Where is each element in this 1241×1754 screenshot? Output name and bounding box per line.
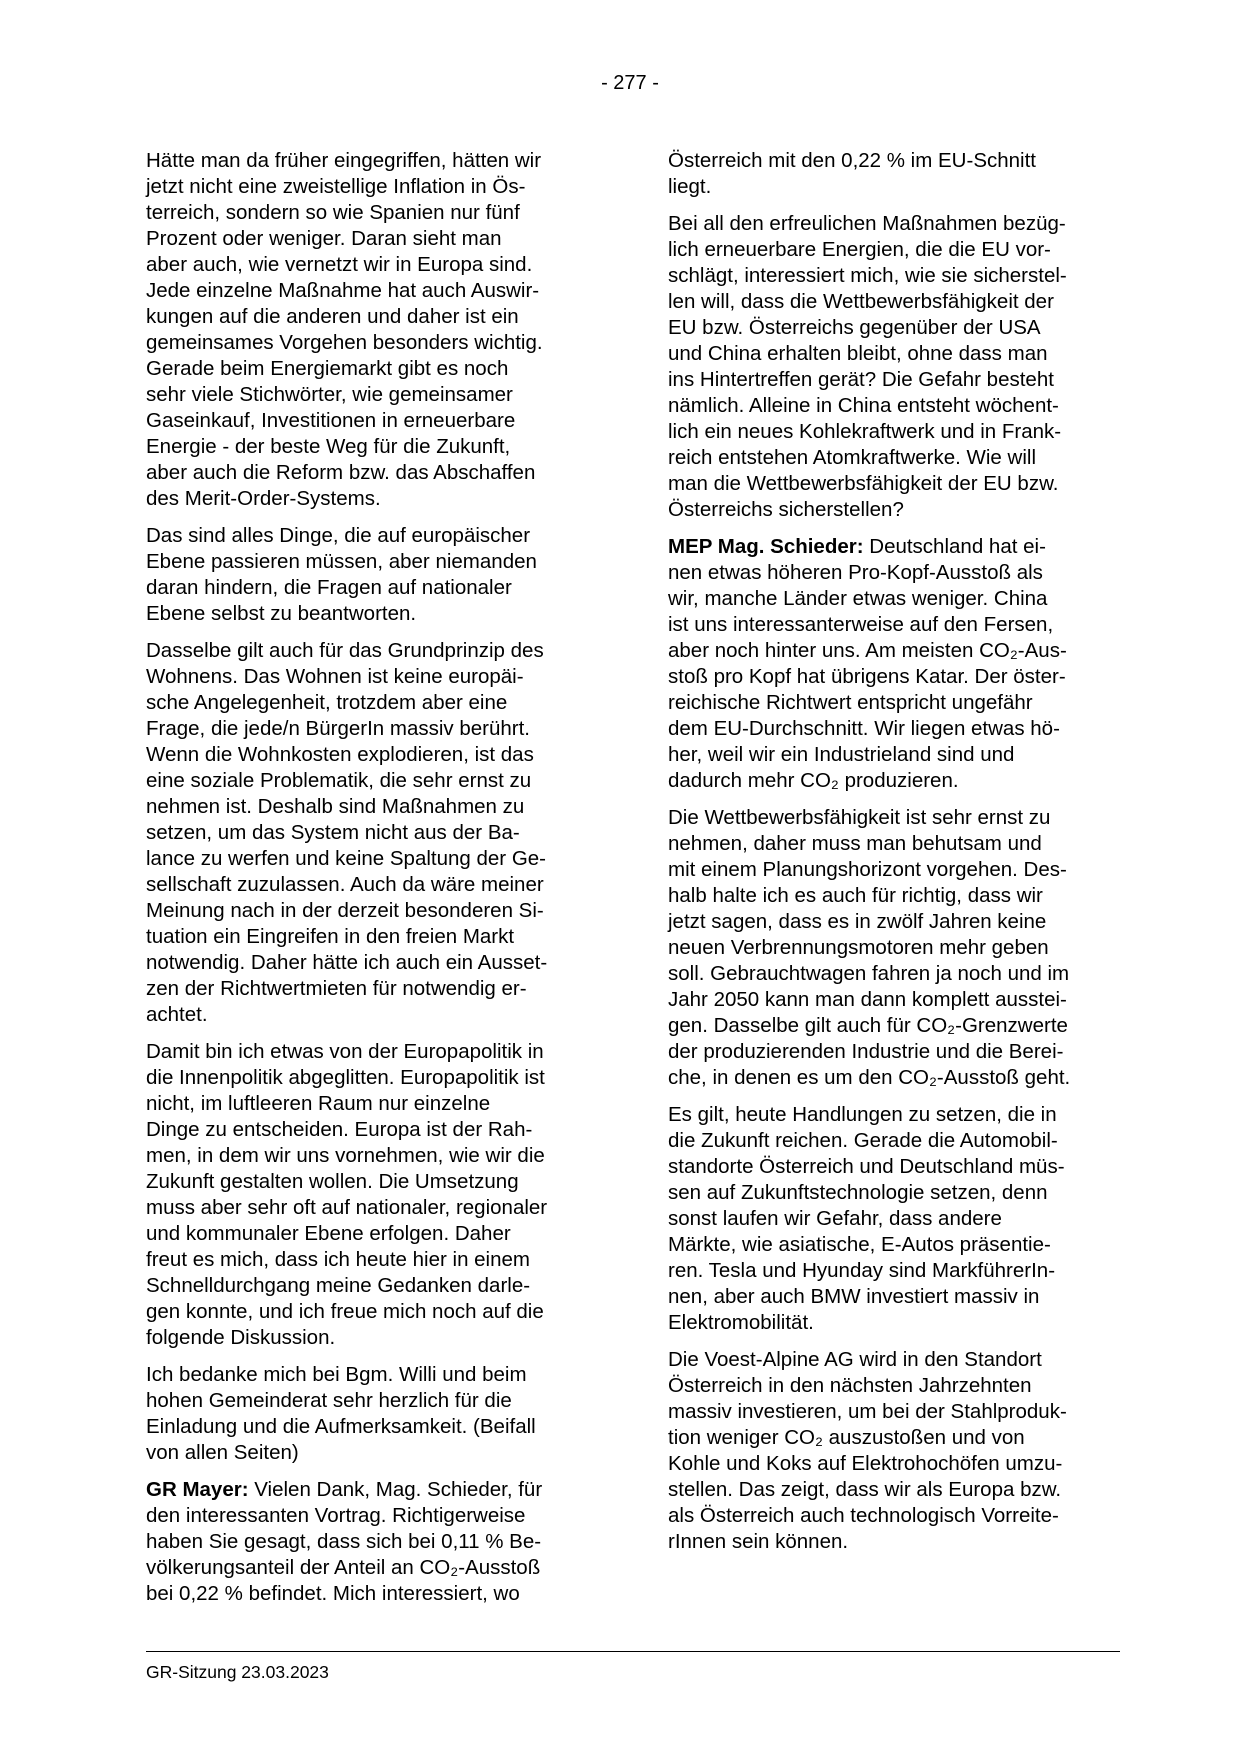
text-line: [146, 1477, 594, 1503]
text-line: nicht, im luftleeren Raum nur einzelne: [146, 1092, 491, 1115]
text-line: jetzt sagen, dass es in zwölf Jahren keine: [668, 910, 1047, 933]
text-line: Einladung und die Aufmerksamkeit. (Beifall: [146, 1415, 536, 1438]
text-line: von allen Seiten): [146, 1441, 299, 1464]
text-line: Damit bin ich etwas von der Europapolitik in: [146, 1040, 544, 1063]
text-line: dem EU-Durchschnitt. Wir liegen etwas hö-: [668, 717, 1060, 740]
text-line: Gerade beim Energiemarkt gibt es noch: [146, 357, 509, 380]
text-line: der produzierenden Industrie und die Berei-: [668, 1040, 1064, 1063]
text-line: Energie - der beste Weg für die Zukunft,: [146, 435, 511, 458]
text-line: Prozent oder weniger. Daran sieht man: [146, 227, 502, 250]
text-line: Das sind alles Dinge, die auf europäischer: [146, 524, 531, 547]
text-line: Die Wettbewerbsfähigkeit ist sehr ernst zu: [668, 806, 1051, 829]
text-line: tuation ein Eingreifen in den freien Markt: [146, 925, 515, 948]
text-line: tion weniger CO₂ auszustoßen und von: [668, 1426, 1025, 1449]
text-line: haben Sie gesagt, dass sich bei 0,11 % Be-: [146, 1530, 542, 1553]
text-line: terreich, sondern so wie Spanien nur fünf: [146, 201, 520, 224]
paragraph: [146, 523, 594, 627]
text-line: Kohle und Koks auf Elektrohochöfen umzu-: [668, 1452, 1063, 1475]
text-line: Frage, die jede/n BürgerIn massiv berührt.: [146, 717, 530, 740]
text-line: man die Wettbewerbsfähigkeit der EU bzw.: [668, 472, 1059, 495]
text-line: reich entstehen Atomkraftwerke. Wie will: [668, 446, 1036, 469]
text-line: achtet.: [146, 1003, 208, 1026]
paragraph: [146, 638, 594, 1028]
text-line: Hätte man da früher eingegriffen, hätten wir: [146, 149, 542, 172]
text-line: wir, manche Länder etwas weniger. China: [668, 587, 1048, 610]
text-line: sonst laufen wir Gefahr, dass andere: [668, 1207, 1002, 1230]
text-line: nämlich. Alleine in China entsteht wöchent-: [668, 394, 1059, 417]
text-line: che, in denen es um den CO₂-Ausstoß geht.: [668, 1066, 1071, 1089]
text-line: den interessanten Vortrag. Richtigerweise: [146, 1504, 526, 1527]
text-line: sen auf Zukunftstechnologie setzen, denn: [668, 1181, 1048, 1204]
text-line: setzen, um das System nicht aus der Ba-: [146, 821, 520, 844]
text-line: zen der Richtwertmieten für notwendig er-: [146, 977, 527, 1000]
text-line: Wohnens. Das Wohnen ist keine europäi-: [146, 665, 524, 688]
text-line: jetzt nicht eine zweistellige Inflation in Ös-: [146, 175, 526, 198]
text-line: nehmen ist. Deshalb sind Maßnahmen zu: [146, 795, 525, 818]
text-line: men, in dem wir uns vornehmen, wie wir die: [146, 1144, 545, 1167]
text-line: liegt.: [668, 175, 712, 198]
text-line: bei 0,22 % befindet. Mich interessiert, wo: [146, 1582, 520, 1605]
text-line: Dinge zu entscheiden. Europa ist der Rah-: [146, 1118, 533, 1141]
text-line: len will, dass die Wettbewerbsfähigkeit der: [668, 290, 1054, 313]
text-line: her, weil wir ein Industrieland sind und: [668, 743, 1015, 766]
paragraph: [668, 211, 1116, 523]
text-line: Es gilt, heute Handlungen zu setzen, die in: [668, 1103, 1057, 1126]
text-line: Meinung nach in der derzeit besonderen Si-: [146, 899, 544, 922]
speaker-name: GR Mayer:: [146, 1478, 249, 1501]
text-line: des Merit-Order-Systems.: [146, 487, 381, 510]
text-line: Gaseinkauf, Investitionen in erneuerbare: [146, 409, 516, 432]
speaker-name: MEP Mag. Schieder:: [668, 535, 864, 558]
text-line: Jahr 2050 kann man dann komplett ausstei-: [668, 988, 1067, 1011]
text-line: Österreich mit den 0,22 % im EU-Schnitt: [668, 149, 1036, 172]
paragraph: [146, 1039, 594, 1351]
text-line: notwendig. Daher hätte ich auch ein Ausset-: [146, 951, 548, 974]
text-line: lance zu werfen und keine Spaltung der Ge-: [146, 847, 547, 870]
paragraph: [146, 1362, 594, 1466]
text-line: aber auch, wie vernetzt wir in Europa sind.: [146, 253, 533, 276]
text-line: dadurch mehr CO₂ produzieren.: [668, 769, 959, 792]
text-line: Elektromobilität.: [668, 1311, 814, 1334]
text-line: Ebene passieren müssen, aber niemanden: [146, 550, 537, 573]
footer-session-date: GR-Sitzung 23.03.2023: [146, 1662, 329, 1682]
text-line: folgende Diskussion.: [146, 1326, 336, 1349]
text-line: Österreich in den nächsten Jahrzehnten: [668, 1374, 1032, 1397]
text-line: ist uns interessanterweise auf den Fersen,: [668, 613, 1054, 636]
text-line: gen. Dasselbe gilt auch für CO₂-Grenzwerte: [668, 1014, 1068, 1037]
text-line: gen konnte, und ich freue mich noch auf die: [146, 1300, 544, 1323]
paragraph: [668, 1102, 1116, 1336]
text-line: lich erneuerbare Energien, die die EU vor-: [668, 238, 1051, 261]
text-line: aber noch hinter uns. Am meisten CO₂-Aus-: [668, 639, 1067, 662]
text-line: freut es mich, dass ich heute hier in einem: [146, 1248, 530, 1271]
text-line: Ich bedanke mich bei Bgm. Willi und beim: [146, 1363, 527, 1386]
paragraph: [668, 148, 1116, 200]
text-line: mit einem Planungshorizont vorgehen. Des-: [668, 858, 1067, 881]
speaker-text: Deutschland hat ei-: [863, 535, 1046, 558]
text-line: sehr viele Stichwörter, wie gemeinsamer: [146, 383, 513, 406]
text-line: stoß pro Kopf hat übrigens Katar. Der öster-: [668, 665, 1066, 688]
text-line: nehmen, daher muss man behutsam und: [668, 832, 1042, 855]
text-line: Bei all den erfreulichen Maßnahmen bezüg-: [668, 212, 1066, 235]
text-line: Märkte, wie asiatische, E-Autos präsentie-: [668, 1233, 1051, 1256]
text-line: ins Hintertreffen gerät? Die Gefahr besteht: [668, 368, 1054, 391]
text-line: hohen Gemeinderat sehr herzlich für die: [146, 1389, 512, 1412]
text-line: daran hindern, die Fragen auf nationaler: [146, 576, 512, 599]
text-line: Zukunft gestalten wollen. Die Umsetzung: [146, 1170, 519, 1193]
paragraph: [668, 1347, 1116, 1555]
page-number: - 277 -: [601, 72, 659, 94]
text-line: und kommunaler Ebene erfolgen. Daher: [146, 1222, 511, 1245]
text-line: standorte Österreich und Deutschland müs-: [668, 1155, 1065, 1178]
right-column: [668, 148, 1116, 1566]
text-line: Wenn die Wohnkosten explodieren, ist das: [146, 743, 534, 766]
text-line: nen, aber auch BMW investiert massiv in: [668, 1285, 1040, 1308]
left-column: [146, 148, 594, 1618]
text-line: ren. Tesla und Hyunday sind MarkführerIn-: [668, 1259, 1056, 1282]
text-line: als Österreich auch technologisch Vorreite-: [668, 1504, 1059, 1527]
text-line: sellschaft zuzulassen. Auch da wäre meiner: [146, 873, 544, 896]
text-line: gemeinsames Vorgehen besonders wichtig.: [146, 331, 543, 354]
text-line: Die Voest-Alpine AG wird in den Standort: [668, 1348, 1042, 1371]
footer-rule: [146, 1651, 1120, 1652]
text-line: schlägt, interessiert mich, wie sie sicherstel-: [668, 264, 1067, 287]
text-line: aber auch die Reform bzw. das Abschaffen: [146, 461, 536, 484]
text-line: halb halte ich es auch für richtig, dass wir: [668, 884, 1043, 907]
text-line: Schnelldurchgang meine Gedanken darle-: [146, 1274, 531, 1297]
text-line: massiv investieren, um bei der Stahlproduk-: [668, 1400, 1067, 1423]
paragraph: [668, 534, 1116, 794]
text-line: [668, 534, 1116, 560]
text-line: reichische Richtwert entspricht ungefähr: [668, 691, 1033, 714]
text-line: EU bzw. Österreichs gegenüber der USA: [668, 316, 1041, 339]
speaker-text: Vielen Dank, Mag. Schieder, für: [248, 1478, 543, 1501]
text-line: nen etwas höheren Pro-Kopf-Ausstoß als: [668, 561, 1043, 584]
text-line: die Innenpolitik abgeglitten. Europapolitik ist: [146, 1066, 545, 1089]
text-line: und China erhalten bleibt, ohne dass man: [668, 342, 1048, 365]
text-line: eine soziale Problematik, die sehr ernst zu: [146, 769, 532, 792]
paragraph: [668, 805, 1116, 1091]
text-line: rInnen sein können.: [668, 1530, 849, 1553]
text-line: völkerungsanteil der Anteil an CO₂-Ausstoß: [146, 1556, 541, 1579]
paragraph: [146, 148, 594, 512]
text-line: Ebene selbst zu beantworten.: [146, 602, 417, 625]
text-line: soll. Gebrauchtwagen fahren ja noch und im: [668, 962, 1070, 985]
text-line: neuen Verbrennungsmotoren mehr geben: [668, 936, 1049, 959]
text-line: kungen auf die anderen und daher ist ein: [146, 305, 519, 328]
text-line: stellen. Das zeigt, dass wir als Europa bzw.: [668, 1478, 1062, 1501]
text-line: die Zukunft reichen. Gerade die Automobil-: [668, 1129, 1058, 1152]
text-line: sche Angelegenheit, trotzdem aber eine: [146, 691, 508, 714]
text-line: muss aber sehr oft auf nationaler, regionaler: [146, 1196, 548, 1219]
paragraph: [146, 1477, 594, 1607]
text-line: lich ein neues Kohlekraftwerk und in Frank-: [668, 420, 1062, 443]
text-line: Österreichs sicherstellen?: [668, 498, 904, 521]
text-line: Jede einzelne Maßnahme hat auch Auswir-: [146, 279, 540, 302]
text-line: Dasselbe gilt auch für das Grundprinzip des: [146, 639, 544, 662]
